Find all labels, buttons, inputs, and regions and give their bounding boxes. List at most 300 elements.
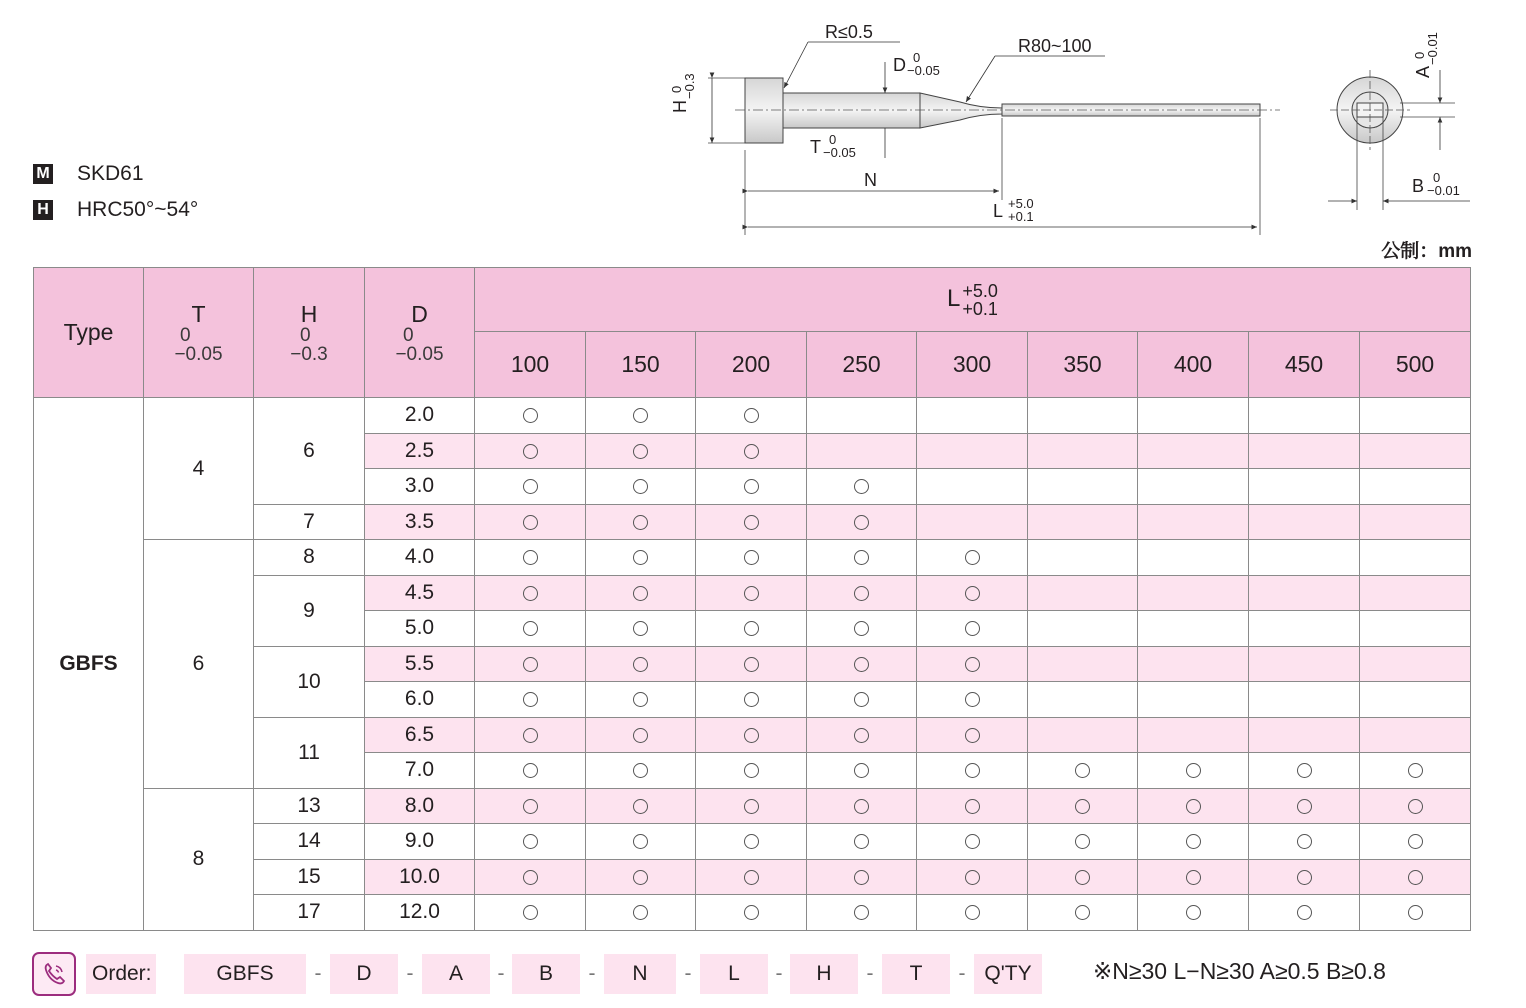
h-cell: 8 bbox=[254, 540, 365, 576]
availability-cell bbox=[1138, 504, 1249, 540]
availability-cell bbox=[586, 682, 696, 718]
available-circle-icon bbox=[1075, 870, 1090, 885]
d-cell: 3.5 bbox=[365, 504, 475, 540]
order-notes: ※N≥30 L−N≥30 A≥0.5 B≥0.8 bbox=[1093, 958, 1386, 984]
material-badge: M bbox=[33, 164, 53, 184]
available-circle-icon bbox=[633, 515, 648, 530]
available-circle-icon bbox=[965, 870, 980, 885]
availability-cell bbox=[917, 824, 1028, 860]
availability-cell bbox=[1028, 859, 1138, 895]
b-dim-tolerance: 0 −0.01 bbox=[1427, 170, 1460, 198]
availability-cell bbox=[475, 469, 586, 505]
availability-cell bbox=[1028, 788, 1138, 824]
d-cell: 6.5 bbox=[365, 717, 475, 753]
available-circle-icon bbox=[1297, 834, 1312, 849]
available-circle-icon bbox=[633, 408, 648, 423]
availability-cell bbox=[696, 646, 807, 682]
availability-cell bbox=[1360, 717, 1471, 753]
available-circle-icon bbox=[523, 444, 538, 459]
order-field: A bbox=[422, 954, 490, 994]
available-circle-icon bbox=[744, 621, 759, 636]
availability-cell bbox=[917, 682, 1028, 718]
availability-cell bbox=[1249, 469, 1360, 505]
availability-cell bbox=[586, 469, 696, 505]
available-circle-icon bbox=[1297, 870, 1312, 885]
order-field: T bbox=[882, 954, 950, 994]
radius-label: R≤0.5 bbox=[825, 22, 873, 42]
order-field: Q'TY bbox=[974, 954, 1042, 994]
available-circle-icon bbox=[1186, 763, 1201, 778]
availability-cell bbox=[807, 717, 917, 753]
available-circle-icon bbox=[854, 763, 869, 778]
available-circle-icon bbox=[633, 444, 648, 459]
h-cell: 9 bbox=[254, 575, 365, 646]
availability-cell bbox=[807, 504, 917, 540]
l-value-header: 300 bbox=[917, 332, 1028, 398]
availability-cell bbox=[1360, 611, 1471, 647]
availability-cell bbox=[917, 717, 1028, 753]
l-dim-label: L bbox=[993, 201, 1004, 221]
availability-cell bbox=[1138, 859, 1249, 895]
available-circle-icon bbox=[965, 834, 980, 849]
availability-cell bbox=[475, 575, 586, 611]
available-circle-icon bbox=[523, 799, 538, 814]
available-circle-icon bbox=[744, 550, 759, 565]
availability-cell bbox=[475, 433, 586, 469]
available-circle-icon bbox=[1408, 834, 1423, 849]
available-circle-icon bbox=[854, 479, 869, 494]
d-dim-tolerance: 0 −0.05 bbox=[907, 50, 940, 78]
available-circle-icon bbox=[523, 763, 538, 778]
d-cell: 2.0 bbox=[365, 398, 475, 434]
available-circle-icon bbox=[1075, 799, 1090, 814]
available-circle-icon bbox=[854, 834, 869, 849]
availability-cell bbox=[1360, 646, 1471, 682]
available-circle-icon bbox=[744, 799, 759, 814]
available-circle-icon bbox=[633, 586, 648, 601]
availability-cell bbox=[586, 575, 696, 611]
availability-cell bbox=[1249, 682, 1360, 718]
availability-cell bbox=[696, 611, 807, 647]
availability-cell bbox=[696, 788, 807, 824]
availability-cell bbox=[1028, 646, 1138, 682]
t-dim-label: T bbox=[810, 137, 821, 157]
availability-cell bbox=[586, 611, 696, 647]
available-circle-icon bbox=[633, 763, 648, 778]
availability-cell bbox=[807, 540, 917, 576]
order-separator: - bbox=[588, 962, 596, 985]
availability-cell bbox=[1138, 824, 1249, 860]
available-circle-icon bbox=[633, 834, 648, 849]
availability-cell bbox=[696, 433, 807, 469]
order-field: L bbox=[700, 954, 768, 994]
material-value: SKD61 bbox=[77, 162, 144, 185]
availability-cell bbox=[917, 540, 1028, 576]
available-circle-icon bbox=[744, 586, 759, 601]
n-dim-label: N bbox=[864, 170, 877, 190]
availability-cell bbox=[475, 824, 586, 860]
h-cell: 11 bbox=[254, 717, 365, 788]
material-row bbox=[33, 162, 144, 186]
available-circle-icon bbox=[523, 408, 538, 423]
available-circle-icon bbox=[744, 905, 759, 920]
d-cell: 5.5 bbox=[365, 646, 475, 682]
availability-cell bbox=[1028, 540, 1138, 576]
available-circle-icon bbox=[523, 870, 538, 885]
available-circle-icon bbox=[965, 905, 980, 920]
available-circle-icon bbox=[965, 657, 980, 672]
available-circle-icon bbox=[744, 834, 759, 849]
available-circle-icon bbox=[1297, 763, 1312, 778]
order-separator: - bbox=[314, 962, 322, 985]
h-cell: 17 bbox=[254, 895, 365, 931]
availability-cell bbox=[1249, 575, 1360, 611]
availability-cell bbox=[1360, 859, 1471, 895]
availability-cell bbox=[1360, 398, 1471, 434]
t-cell: 4 bbox=[144, 398, 254, 540]
available-circle-icon bbox=[854, 550, 869, 565]
available-circle-icon bbox=[633, 905, 648, 920]
available-circle-icon bbox=[1186, 905, 1201, 920]
order-separator: - bbox=[684, 962, 692, 985]
availability-cell bbox=[696, 504, 807, 540]
unit-label: 公制：mm bbox=[1381, 241, 1472, 262]
availability-cell bbox=[1249, 717, 1360, 753]
availability-cell bbox=[696, 717, 807, 753]
l-value-header: 100 bbox=[475, 332, 586, 398]
availability-cell bbox=[1360, 540, 1471, 576]
availability-cell bbox=[1249, 504, 1360, 540]
order-separator: - bbox=[406, 962, 414, 985]
available-circle-icon bbox=[744, 479, 759, 494]
availability-cell bbox=[917, 895, 1028, 931]
available-circle-icon bbox=[744, 408, 759, 423]
available-circle-icon bbox=[523, 586, 538, 601]
available-circle-icon bbox=[854, 905, 869, 920]
available-circle-icon bbox=[1408, 799, 1423, 814]
availability-cell bbox=[917, 433, 1028, 469]
availability-cell bbox=[1249, 540, 1360, 576]
l-value-header: 200 bbox=[696, 332, 807, 398]
availability-cell bbox=[586, 859, 696, 895]
d-cell: 9.0 bbox=[365, 824, 475, 860]
availability-cell bbox=[1360, 682, 1471, 718]
pin-head bbox=[745, 78, 783, 143]
availability-cell bbox=[475, 859, 586, 895]
availability-cell bbox=[1249, 753, 1360, 789]
availability-cell bbox=[696, 859, 807, 895]
availability-cell bbox=[586, 824, 696, 860]
availability-cell bbox=[1360, 788, 1471, 824]
d-cell: 7.0 bbox=[365, 753, 475, 789]
availability-cell bbox=[1028, 504, 1138, 540]
available-circle-icon bbox=[1408, 905, 1423, 920]
available-circle-icon bbox=[744, 444, 759, 459]
availability-cell bbox=[1028, 398, 1138, 434]
available-circle-icon bbox=[523, 515, 538, 530]
d-cell: 3.0 bbox=[365, 469, 475, 505]
availability-cell bbox=[475, 611, 586, 647]
availability-cell bbox=[475, 682, 586, 718]
order-fields bbox=[156, 954, 1042, 994]
order-field: H bbox=[790, 954, 858, 994]
available-circle-icon bbox=[1186, 834, 1201, 849]
l-value-header: 350 bbox=[1028, 332, 1138, 398]
availability-cell bbox=[586, 504, 696, 540]
order-row bbox=[32, 950, 1042, 998]
available-circle-icon bbox=[854, 692, 869, 707]
available-circle-icon bbox=[1408, 870, 1423, 885]
availability-cell bbox=[917, 469, 1028, 505]
available-circle-icon bbox=[1297, 905, 1312, 920]
table-row bbox=[34, 398, 1471, 434]
availability-cell bbox=[807, 469, 917, 505]
available-circle-icon bbox=[523, 834, 538, 849]
available-circle-icon bbox=[633, 550, 648, 565]
availability-cell bbox=[807, 788, 917, 824]
l-value-header: 250 bbox=[807, 332, 917, 398]
available-circle-icon bbox=[854, 657, 869, 672]
availability-cell bbox=[807, 398, 917, 434]
available-circle-icon bbox=[1075, 905, 1090, 920]
available-circle-icon bbox=[523, 621, 538, 636]
availability-cell bbox=[586, 895, 696, 931]
availability-cell bbox=[586, 788, 696, 824]
available-circle-icon bbox=[744, 515, 759, 530]
available-circle-icon bbox=[965, 550, 980, 565]
available-circle-icon bbox=[633, 692, 648, 707]
t-dim-tolerance: 0 −0.05 bbox=[823, 132, 856, 160]
availability-cell bbox=[1028, 753, 1138, 789]
availability-cell bbox=[696, 824, 807, 860]
availability-cell bbox=[1360, 433, 1471, 469]
d-cell: 8.0 bbox=[365, 788, 475, 824]
hardness-value: HRC50°~54° bbox=[77, 198, 199, 221]
availability-cell bbox=[475, 895, 586, 931]
d-cell: 4.5 bbox=[365, 575, 475, 611]
order-label: Order: bbox=[86, 954, 156, 994]
h-cell: 14 bbox=[254, 824, 365, 860]
availability-cell bbox=[696, 398, 807, 434]
available-circle-icon bbox=[854, 799, 869, 814]
order-field: B bbox=[512, 954, 580, 994]
available-circle-icon bbox=[1186, 799, 1201, 814]
pin-taper bbox=[920, 93, 1002, 128]
available-circle-icon bbox=[523, 657, 538, 672]
available-circle-icon bbox=[744, 657, 759, 672]
availability-cell bbox=[1360, 504, 1471, 540]
availability-cell bbox=[1249, 859, 1360, 895]
available-circle-icon bbox=[523, 728, 538, 743]
availability-cell bbox=[807, 824, 917, 860]
order-field: GBFS bbox=[184, 954, 306, 994]
availability-cell bbox=[475, 398, 586, 434]
d-cell: 5.0 bbox=[365, 611, 475, 647]
availability-cell bbox=[807, 611, 917, 647]
availability-cell bbox=[586, 717, 696, 753]
type-cell: GBFS bbox=[34, 398, 144, 931]
l-header: L +5.0 +0.1 bbox=[475, 268, 1471, 332]
availability-cell bbox=[1028, 824, 1138, 860]
order-separator: - bbox=[497, 962, 505, 985]
h-cell: 13 bbox=[254, 788, 365, 824]
availability-cell bbox=[1360, 575, 1471, 611]
availability-cell bbox=[807, 646, 917, 682]
available-circle-icon bbox=[1075, 763, 1090, 778]
availability-cell bbox=[1028, 469, 1138, 505]
availability-cell bbox=[1138, 469, 1249, 505]
availability-cell bbox=[917, 504, 1028, 540]
available-circle-icon bbox=[854, 515, 869, 530]
availability-cell bbox=[917, 611, 1028, 647]
availability-cell bbox=[1138, 540, 1249, 576]
available-circle-icon bbox=[523, 479, 538, 494]
availability-cell bbox=[917, 753, 1028, 789]
d-dim-label: D bbox=[893, 55, 906, 75]
availability-cell bbox=[1360, 469, 1471, 505]
available-circle-icon bbox=[633, 621, 648, 636]
availability-cell bbox=[1249, 895, 1360, 931]
availability-cell bbox=[807, 433, 917, 469]
availability-cell bbox=[1138, 575, 1249, 611]
available-circle-icon bbox=[965, 621, 980, 636]
t-cell: 8 bbox=[144, 788, 254, 930]
available-circle-icon bbox=[854, 586, 869, 601]
h-cell: 10 bbox=[254, 646, 365, 717]
d-header: D 0 −0.05 bbox=[365, 268, 475, 398]
availability-cell bbox=[586, 398, 696, 434]
availability-cell bbox=[1138, 788, 1249, 824]
available-circle-icon bbox=[854, 728, 869, 743]
availability-cell bbox=[1249, 433, 1360, 469]
availability-cell bbox=[1360, 895, 1471, 931]
d-cell: 6.0 bbox=[365, 682, 475, 718]
availability-cell bbox=[1249, 646, 1360, 682]
order-field: D bbox=[330, 954, 398, 994]
a-dim-label: A 0 −0.01 bbox=[1412, 32, 1440, 78]
availability-cell bbox=[475, 646, 586, 682]
l-value-header: 150 bbox=[586, 332, 696, 398]
availability-cell bbox=[696, 895, 807, 931]
availability-cell bbox=[1249, 788, 1360, 824]
availability-cell bbox=[475, 540, 586, 576]
availability-cell bbox=[917, 859, 1028, 895]
order-separator: - bbox=[775, 962, 783, 985]
table-row bbox=[34, 788, 1471, 824]
availability-cell bbox=[1360, 824, 1471, 860]
l-value-header: 450 bbox=[1249, 332, 1360, 398]
available-circle-icon bbox=[633, 870, 648, 885]
availability-cell bbox=[696, 540, 807, 576]
availability-cell bbox=[696, 753, 807, 789]
available-circle-icon bbox=[633, 657, 648, 672]
availability-cell bbox=[807, 859, 917, 895]
available-circle-icon bbox=[633, 728, 648, 743]
availability-cell bbox=[807, 753, 917, 789]
availability-cell bbox=[917, 646, 1028, 682]
availability-cell bbox=[1138, 398, 1249, 434]
d-cell: 4.0 bbox=[365, 540, 475, 576]
availability-cell bbox=[1138, 895, 1249, 931]
availability-cell bbox=[475, 788, 586, 824]
available-circle-icon bbox=[744, 870, 759, 885]
availability-cell bbox=[1138, 646, 1249, 682]
spec-table-body bbox=[34, 398, 1471, 931]
availability-cell bbox=[917, 575, 1028, 611]
available-circle-icon bbox=[854, 621, 869, 636]
available-circle-icon bbox=[523, 550, 538, 565]
l-value-header: 400 bbox=[1138, 332, 1249, 398]
h-cell: 7 bbox=[254, 504, 365, 540]
available-circle-icon bbox=[633, 479, 648, 494]
availability-cell bbox=[1138, 682, 1249, 718]
availability-cell bbox=[696, 682, 807, 718]
hardness-badge: H bbox=[33, 200, 53, 220]
l-dim-tolerance: +5.0 +0.1 bbox=[1008, 196, 1034, 224]
l-value-header: 500 bbox=[1360, 332, 1471, 398]
availability-cell bbox=[1249, 611, 1360, 647]
order-separator: - bbox=[866, 962, 874, 985]
availability-cell bbox=[586, 646, 696, 682]
availability-cell bbox=[917, 788, 1028, 824]
availability-cell bbox=[1360, 753, 1471, 789]
availability-cell bbox=[475, 753, 586, 789]
availability-cell bbox=[696, 575, 807, 611]
available-circle-icon bbox=[744, 728, 759, 743]
availability-cell bbox=[1138, 611, 1249, 647]
h-cell: 6 bbox=[254, 398, 365, 505]
h-header: H 0 −0.3 bbox=[254, 268, 365, 398]
phone-icon[interactable] bbox=[32, 952, 76, 996]
available-circle-icon bbox=[523, 905, 538, 920]
h-cell: 15 bbox=[254, 859, 365, 895]
order-field: N bbox=[604, 954, 676, 994]
t-header: T 0 −0.05 bbox=[144, 268, 254, 398]
availability-cell bbox=[807, 682, 917, 718]
availability-cell bbox=[1138, 717, 1249, 753]
spec-table bbox=[33, 267, 1471, 931]
availability-cell bbox=[807, 895, 917, 931]
arc-radius-label: R80~100 bbox=[1018, 36, 1092, 56]
availability-cell bbox=[1028, 895, 1138, 931]
t-cell: 6 bbox=[144, 540, 254, 789]
availability-cell bbox=[1028, 611, 1138, 647]
available-circle-icon bbox=[523, 692, 538, 707]
available-circle-icon bbox=[1408, 763, 1423, 778]
pin-body bbox=[783, 93, 920, 128]
availability-cell bbox=[1028, 682, 1138, 718]
d-cell: 10.0 bbox=[365, 859, 475, 895]
availability-cell bbox=[586, 433, 696, 469]
b-dim-label: B bbox=[1412, 176, 1425, 196]
availability-cell bbox=[1028, 717, 1138, 753]
available-circle-icon bbox=[744, 763, 759, 778]
availability-cell bbox=[586, 540, 696, 576]
availability-cell bbox=[696, 469, 807, 505]
available-circle-icon bbox=[965, 728, 980, 743]
available-circle-icon bbox=[633, 799, 648, 814]
availability-cell bbox=[1249, 824, 1360, 860]
table-row bbox=[34, 540, 1471, 576]
available-circle-icon bbox=[965, 763, 980, 778]
available-circle-icon bbox=[965, 692, 980, 707]
availability-cell bbox=[807, 575, 917, 611]
type-header: Type bbox=[34, 268, 144, 398]
availability-cell bbox=[1249, 398, 1360, 434]
available-circle-icon bbox=[1186, 870, 1201, 885]
availability-cell bbox=[917, 398, 1028, 434]
availability-cell bbox=[1138, 753, 1249, 789]
